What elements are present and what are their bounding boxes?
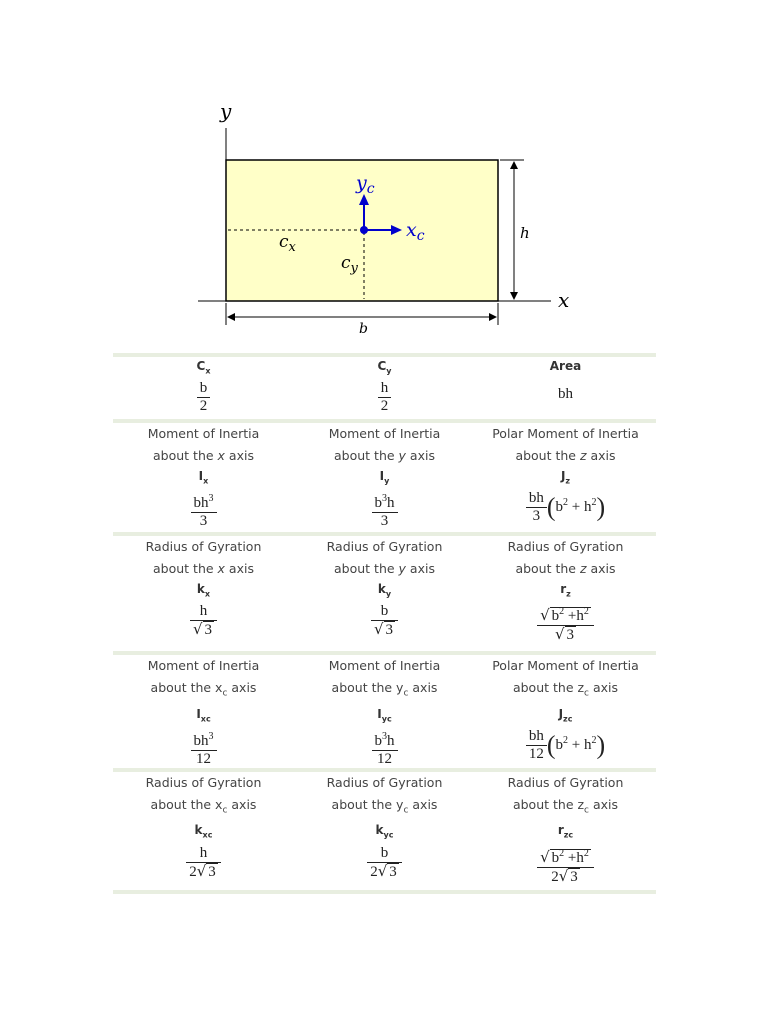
area-cell (475, 357, 656, 419)
cx-label: $c_x$ (279, 232, 296, 255)
section-properties-table (113, 353, 656, 894)
kxc-formula: $\frac{h}{2√ 3}$ (186, 845, 221, 881)
iyc-formula: $\frac{b^3h}{12}$ (372, 728, 398, 768)
table-row (113, 536, 656, 651)
centroid-point (360, 226, 368, 234)
ixc-formula: $\frac{bh^3}{12}$ (191, 728, 217, 768)
rzc-formula: $\frac{√ b^2 +h^2}{2√ 3}$ (537, 845, 594, 886)
x-axis-label: x (558, 288, 570, 312)
rz-formula: $\frac{√ b^2 +h^2}{√ 3}$ (537, 603, 594, 644)
kx-formula: $\frac{h}{√ 3}$ (190, 603, 217, 639)
table-row (113, 772, 656, 890)
ixc-cell: Moment of Inertia about the $x_c$ axis $I_{xc}$ $\frac{bh^3}{12}$ (147, 658, 260, 767)
kyc-formula: $\frac{b}{2√ 3}$ (367, 845, 402, 881)
iy-cell: Moment of Inertia about the y axis $I_y$ $\frac{b^3h}{3}$ (328, 426, 441, 530)
yc-label: $y_c$ (356, 172, 375, 197)
jzc-formula: $\frac{bh}{12}$ $(b^2 + h^2)$ (526, 737, 605, 752)
ix-cell: Moment of Inertia about the x axis $I_x$ $\frac{bh^3}{3}$ (147, 426, 260, 530)
ky-cell: Radius of Gyration about the y axis $k_y$ $\frac{b}{√ 3}$ (326, 539, 443, 639)
rz-cell: Radius of Gyration about the z axis $r_z$ $\frac{√ b^2 +h^2}{√ 3}$ (507, 539, 624, 644)
centroid-x-cell (113, 357, 294, 419)
kx-cell: Radius of Gyration about the x axis $k_x$ $\frac{h}{√ 3}$ (145, 539, 262, 639)
cy-formula: $\frac{h}{2}$ (378, 380, 392, 415)
y-axis-label: y (220, 99, 232, 123)
ky-formula: $\frac{b}{√ 3}$ (371, 603, 398, 639)
kyc-cell: Radius of Gyration about the $y_c$ axis $k_{yc}$ $\frac{b}{2√ 3}$ (326, 774, 443, 880)
cy-symbol: $C_y$ (377, 359, 392, 376)
area-formula: bh (558, 386, 573, 402)
table-row (113, 423, 656, 532)
width-label: b (359, 321, 368, 337)
iyc-cell: Moment of Inertia about the $y_c$ axis $I_{yc}$ $\frac{b^3h}{12}$ (328, 658, 441, 767)
iy-formula: $\frac{b^3h}{3}$ (372, 490, 398, 530)
cy-label: $c_y$ (341, 253, 358, 276)
cx-formula: $\frac{b}{2}$ (197, 380, 211, 415)
centroid-y-cell (294, 357, 475, 419)
jz-formula: $\frac{bh}{3}$ $(b^2 + h^2)$ (526, 499, 605, 514)
xc-label: $x_c$ (406, 219, 425, 244)
jzc-cell: Polar Moment of Inertia about the $z_c$ axis $J_{zc}$ $\frac{bh}{12}$ $(b^2 + h^2)$ (492, 658, 639, 762)
table-row (113, 655, 656, 768)
kxc-cell: Radius of Gyration about the $x_c$ axis $k_{xc}$ $\frac{h}{2√ 3}$ (145, 774, 262, 880)
height-label: h (520, 224, 530, 242)
area-symbol: Area (549, 359, 582, 373)
cx-symbol: $C_x$ (196, 359, 211, 376)
rzc-cell: Radius of Gyration about the $z_c$ axis $r_{zc}$ $\frac{√ b^2 +h^2}{2√ 3}$ (507, 774, 624, 885)
table-row (113, 357, 656, 419)
ix-formula: $\frac{bh^3}{3}$ (191, 490, 217, 530)
jz-cell: Polar Moment of Inertia about the z axis $J_z$ $\frac{bh}{3}$ $(b^2 + h^2)$ (492, 426, 639, 525)
rectangle-section-diagram (0, 0, 768, 345)
